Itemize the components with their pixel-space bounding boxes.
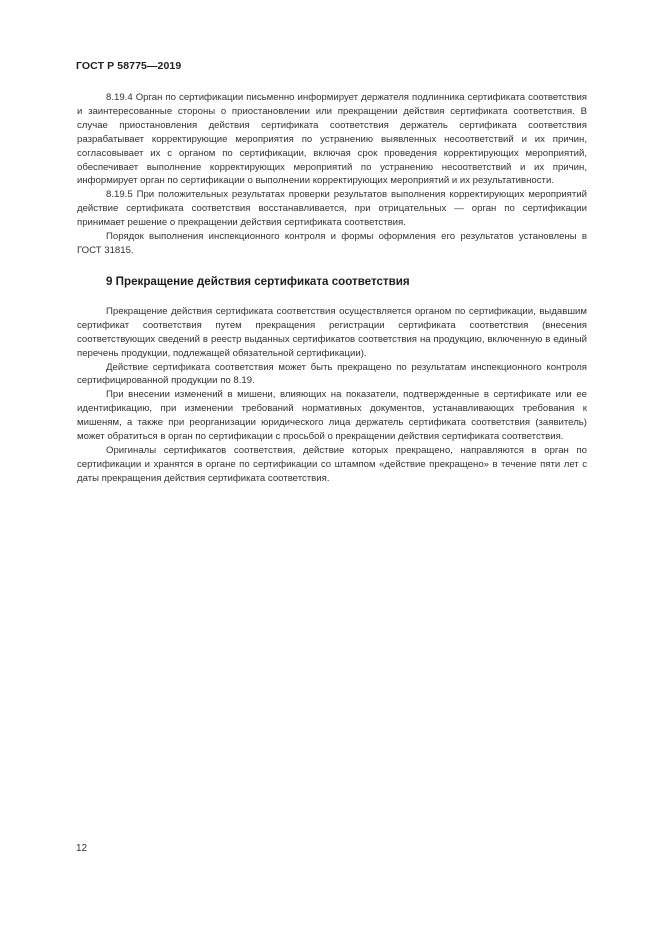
paragraph-changes-to-targets: При внесении изменений в мишени, влияющих на показатели, подтвержденные в сертификате или ее идентификацию, при изменении требований нормативных документов, устанавливающих требования к мишеням, а также при реорганизации юридического лица держатель сертификата соответствия (заявитель) может обратиться в орган по сертификации с просьбой о прекращении действия сертификата соответствия. [77,389,587,443]
paragraph-termination-procedure: Прекращение действия сертификата соответствия осуществляется органом по сертификации, выдавшим сертификат соответствия путем прекращения регистрации сертификата соответствия (внесения соответствующих сведений в реестр выданных сертификатов соответствия на продукцию, включенную в единый перечень продукции, подлежащей обязательной сертификации). [77,305,587,359]
page-number: 12 [76,843,88,854]
paragraph-original-certificates: Оригиналы сертификатов соответствия, действие которых прекращено, направляются в орган по сертификации и хранятся в органе по сертификации со штампом «действие прекращено» в течение пяти лет с даты прекращения действия сертификата соответствия. [77,444,587,484]
document-code-header: ГОСТ Р 58775—2019 [76,60,182,72]
document-body [77,91,587,486]
paragraph-8-19-5: 8.19.5 При положительных результатах проверки результатов выполнения корректирующих мероприятий действие сертификата соответствия восстанавливается, при отрицательных — орган по сертификации принимает решение о прекращении действия сертификата соответствия. [77,189,587,229]
paragraph-termination-by-inspection: Действие сертификата соответствия может быть прекращено по результатам инспекционного контроля сертифицированной продукции по 8.19. [77,361,587,387]
section-9-heading: 9 Прекращение действия сертификата соответствия [106,274,410,288]
paragraph-8-19-4: 8.19.4 Орган по сертификации письменно информирует держателя подлинника сертификата соответствия и заинтересованные стороны о приостановлении или прекращении действия сертификата соответствия. В случае приостановления действия сертификата соответствия держатель сертификата соответствия разрабатывает корректирующие мероприятия по устранению выявленных несоответствий и их причин, согласовывает их с органом по сертификации, включая срок проведения корректирующих мероприятий, обеспечивает выполнение корректирующих мероприятий по устранению несоответствий и их причин, информирует орган по сертификации о выполнении корректирующих мероприятий и их результативности. [77,92,587,187]
paragraph-inspection-procedure: Порядок выполнения инспекционного контроля и формы оформления его результатов установлены в ГОСТ 31815. [77,231,587,256]
